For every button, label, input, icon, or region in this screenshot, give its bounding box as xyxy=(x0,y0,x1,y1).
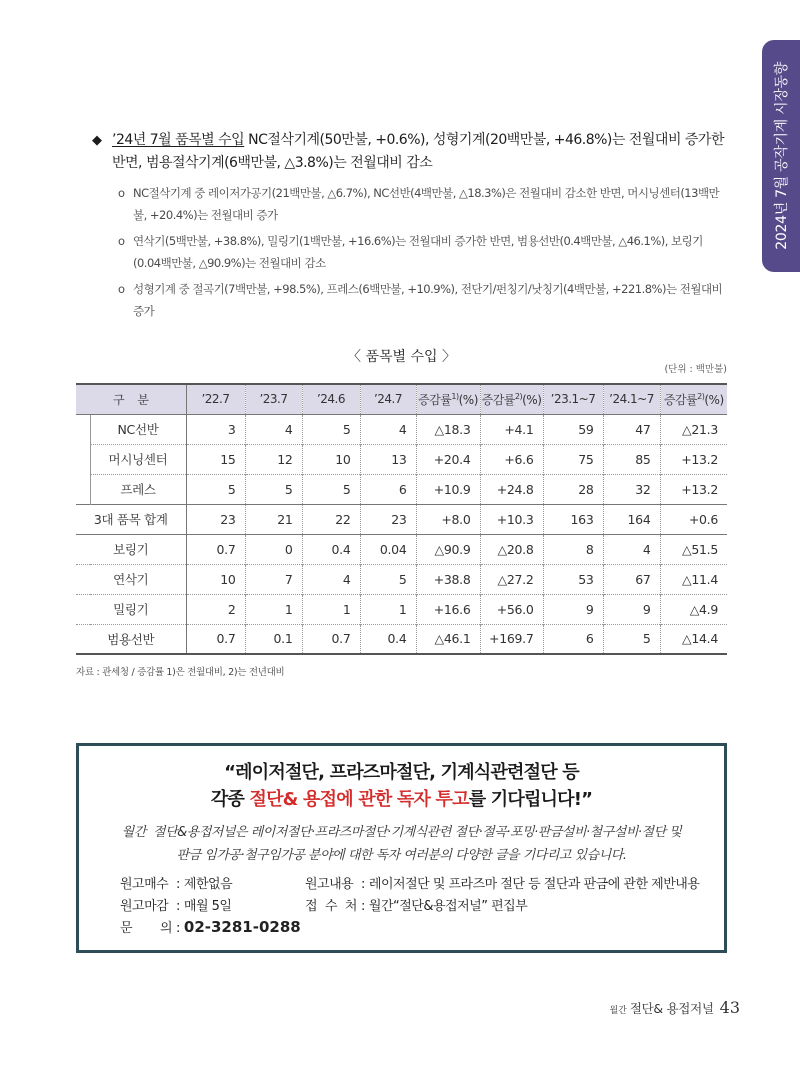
table-cell: 1 xyxy=(302,594,360,624)
table-cell: 53 xyxy=(543,564,603,594)
table-cell: 85 xyxy=(603,444,660,474)
table-total-row xyxy=(76,504,727,534)
table-row xyxy=(76,414,727,444)
table-header-category: 구 분 xyxy=(76,384,186,414)
detail-label: 문 의 xyxy=(120,921,172,936)
table-header-cell xyxy=(360,384,416,414)
sub-bullet-text: 연삭기(5백만불, +38.8%), 밀링기(1백만불, +16.6%)는 전월대비 증가한 반면, 범용선반(0.4백만불, △46.1%), 보링기(0.04백만불, △90.9%)는 전월대비 감소 xyxy=(133,234,703,270)
table-cell: △27.2 xyxy=(480,564,543,594)
table-cell: △14.4 xyxy=(660,624,727,654)
table-cell: △46.1 xyxy=(416,624,480,654)
table-cell: △21.3 xyxy=(660,414,727,444)
table-cell: 4 xyxy=(360,414,416,444)
table-cell: 6 xyxy=(360,474,416,504)
table-cell: 22 xyxy=(302,504,360,534)
table-cell: 0.7 xyxy=(186,534,245,564)
table-cell: 5 xyxy=(302,414,360,444)
table-cell: 8 xyxy=(543,534,603,564)
table-cell: 5 xyxy=(245,474,302,504)
table-row-label: 프레스 xyxy=(90,474,186,504)
table-cell: +24.8 xyxy=(480,474,543,504)
table-row xyxy=(76,624,727,654)
table-cell: 10 xyxy=(186,564,245,594)
table-cell: △11.4 xyxy=(660,564,727,594)
contact-phone: 02-3281-0288 xyxy=(183,918,301,936)
table-cell: 59 xyxy=(543,414,603,444)
detail-label: 원고매수 xyxy=(120,877,169,892)
table-row-label: 보링기 xyxy=(76,534,186,564)
table-header xyxy=(76,384,727,414)
table-row-label: NC선반 xyxy=(90,414,186,444)
diamond-bullet-icon: ◆ xyxy=(92,133,102,148)
import-table xyxy=(76,383,727,655)
table-header-cell xyxy=(186,384,245,414)
table-row xyxy=(76,534,727,564)
table-unit: (단위 : 백만불) xyxy=(664,364,727,375)
header-unit: (%) xyxy=(522,392,542,407)
table-cell: 0.04 xyxy=(360,534,416,564)
table-cell: 163 xyxy=(543,504,603,534)
table-cell: 4 xyxy=(245,414,302,444)
header-footnote-mark: 2) xyxy=(697,391,705,401)
notice-details-left xyxy=(120,874,301,940)
table-title: 〈 품목별 수입 〉 xyxy=(347,349,456,365)
detail-separator: : xyxy=(176,877,180,892)
table-cell: 4 xyxy=(603,534,660,564)
header-label: ’24.6 xyxy=(316,392,346,407)
table-cell: 0.7 xyxy=(186,624,245,654)
table-cell: +6.6 xyxy=(480,444,543,474)
detail-separator: : xyxy=(361,877,365,892)
table-header-cell xyxy=(543,384,603,414)
table-cell: 1 xyxy=(360,594,416,624)
table-row xyxy=(76,444,727,474)
main-bullet-highlight: ’24년 7월 품목별 수입 xyxy=(112,132,245,148)
table-cell: 0.7 xyxy=(302,624,360,654)
detail-label: 원고마감 xyxy=(120,898,169,914)
header-label: 증감률 xyxy=(663,392,698,407)
table-cell: 67 xyxy=(603,564,660,594)
table-cell: 23 xyxy=(186,504,245,534)
sub-bullet-text: NC절삭기계 중 레이저가공기(21백만불, △6.7%), NC선반(4백만불, △18.3%)은 전월대비 감소한 반면, 머시닝센터(13백만불, +20.4%)는 전월대비 증가 xyxy=(133,186,720,222)
table-footnote: 자료 : 관세청 / 증감률 1)은 전월대비, 2)는 전년대비 xyxy=(76,667,285,678)
circle-bullet-icon: o xyxy=(118,186,125,200)
detail-content xyxy=(305,874,699,896)
detail-pages xyxy=(120,874,301,896)
table-cell: 4 xyxy=(302,564,360,594)
table-cell: 21 xyxy=(245,504,302,534)
table-row-label: 머시닝센터 xyxy=(90,444,186,474)
footer-label-small: 월간 xyxy=(609,1006,627,1016)
table-cell: △51.5 xyxy=(660,534,727,564)
table-cell: +10.3 xyxy=(480,504,543,534)
table-cell: △90.9 xyxy=(416,534,480,564)
detail-separator: : xyxy=(176,921,180,936)
table-cell: 9 xyxy=(543,594,603,624)
table-cell: △18.3 xyxy=(416,414,480,444)
header-footnote-mark: 1) xyxy=(451,391,459,401)
table-cell: 9 xyxy=(603,594,660,624)
header-label: ’22.7 xyxy=(201,392,230,407)
section-tab-label: 2024년 7월 공작기계 시장동향 xyxy=(774,62,790,250)
submission-notice-box xyxy=(76,743,727,953)
table-cell: +0.6 xyxy=(660,504,727,534)
notice-details-right xyxy=(305,874,699,917)
table-cell: +4.1 xyxy=(480,414,543,444)
table-cell: 5 xyxy=(302,474,360,504)
section-tab xyxy=(762,40,800,272)
table-row-label: 밀링기 xyxy=(76,594,186,624)
table-cell: 0 xyxy=(245,534,302,564)
notice-title-line1: “레이저절단, 프라즈마절단, 기계식관련절단 등 xyxy=(224,762,579,783)
table-header-cell xyxy=(603,384,660,414)
table-cell: +8.0 xyxy=(416,504,480,534)
table-row-label: 범용선반 xyxy=(76,624,186,654)
circle-bullet-icon: o xyxy=(118,234,125,248)
header-label: ’24.1~7 xyxy=(609,392,654,407)
notice-description xyxy=(79,821,724,867)
header-label: ’24.7 xyxy=(373,392,403,407)
summary-section xyxy=(92,129,727,327)
detail-value: 레이저절단 및 프라즈마 절단 등 절단과 판금에 관한 제반내용 xyxy=(368,877,700,892)
table-cell: +20.4 xyxy=(416,444,480,474)
table-body xyxy=(76,414,727,654)
detail-value: 제한없음 xyxy=(183,877,233,892)
table-header-row xyxy=(76,384,727,414)
table-cell: △20.8 xyxy=(480,534,543,564)
page-number: 43 xyxy=(719,998,740,1017)
detail-submit-to xyxy=(305,896,699,918)
table-cell: 12 xyxy=(245,444,302,474)
table-cell: 0.4 xyxy=(360,624,416,654)
table-cell: 47 xyxy=(603,414,660,444)
header-unit: (%) xyxy=(704,392,724,407)
footer-magazine-name: 절단& 용접저널 xyxy=(629,1001,714,1016)
sub-bullet-item xyxy=(118,183,727,226)
table-cell: 23 xyxy=(360,504,416,534)
notice-title-line2 xyxy=(79,786,724,813)
notice-description-line1: 월간 절단&용접저널은 레이저절단·프라즈마절단·기계식관련 절단·절곡·포밍·판금설비·철구설비·절단 및 xyxy=(121,825,682,840)
notice-title-line2-post: 를 기다립니다!” xyxy=(468,789,593,810)
table-cell: 10 xyxy=(302,444,360,474)
notice-title-line2-pre: 각종 xyxy=(210,789,250,810)
table-cell: +16.6 xyxy=(416,594,480,624)
table-cell: 164 xyxy=(603,504,660,534)
detail-deadline xyxy=(120,896,301,918)
table-header-cell xyxy=(416,384,480,414)
table-cell: 3 xyxy=(186,414,245,444)
table-cell: 5 xyxy=(360,564,416,594)
header-unit: (%) xyxy=(458,392,478,407)
table-cell: △4.9 xyxy=(660,594,727,624)
table-cell: 28 xyxy=(543,474,603,504)
detail-label: 원고내용 xyxy=(305,877,354,892)
table-cell: 0.4 xyxy=(302,534,360,564)
sub-bullet-item xyxy=(118,231,727,274)
sub-bullet-list xyxy=(118,183,727,322)
main-bullet xyxy=(92,129,727,175)
sub-bullet-text: 성형기계 중 절곡기(7백만불, +98.5%), 프레스(6백만불, +10.9%), 전단기/펀칭기/낫칭기(4백만불, +221.8%)는 전월대비 증가 xyxy=(133,282,723,318)
table-header-cell xyxy=(480,384,543,414)
table-cell: 32 xyxy=(603,474,660,504)
notice-description-line2: 판금 임가공·철구임가공 분야에 대한 독자 여러분의 다양한 글을 기다리고 있습니다. xyxy=(176,848,627,863)
table-cell: +169.7 xyxy=(480,624,543,654)
table-cell: 6 xyxy=(543,624,603,654)
table-cell: 2 xyxy=(186,594,245,624)
table-cell: 75 xyxy=(543,444,603,474)
table-row xyxy=(76,564,727,594)
header-label: ’23.7 xyxy=(259,392,288,407)
table-cell: 5 xyxy=(603,624,660,654)
table-cell: 5 xyxy=(186,474,245,504)
detail-value: 매월 5일 xyxy=(183,898,232,914)
header-footnote-mark: 2) xyxy=(514,391,523,401)
table-group-indent xyxy=(76,414,90,504)
notice-title xyxy=(79,759,724,813)
main-bullet-text: NC절삭기계(50만불, +0.6%), 성형기계(20백만불, +46.8%)는 전월대비 증가한 반면, 범용절삭기계(6백만불, △3.8%)는 전월대비 감소 xyxy=(112,132,724,171)
header-label: 증감률 xyxy=(418,392,452,407)
table-cell: 0.1 xyxy=(245,624,302,654)
table-cell: 7 xyxy=(245,564,302,594)
table-cell: +13.2 xyxy=(660,474,727,504)
header-label: ’23.1~7 xyxy=(550,392,596,407)
header-label: 증감률 xyxy=(481,392,515,407)
table-cell: +56.0 xyxy=(480,594,543,624)
sub-bullet-item xyxy=(118,279,727,322)
detail-separator: : xyxy=(176,898,180,914)
table-cell: 1 xyxy=(245,594,302,624)
table-cell: 13 xyxy=(360,444,416,474)
detail-label: 접 수 처 xyxy=(305,898,357,914)
table-row xyxy=(76,594,727,624)
table-header-cell xyxy=(302,384,360,414)
circle-bullet-icon: o xyxy=(118,282,125,296)
table-row-label: 연삭기 xyxy=(76,564,186,594)
table-cell: +10.9 xyxy=(416,474,480,504)
table-header-cell xyxy=(245,384,302,414)
table-row-label: 3대 품목 합계 xyxy=(76,504,186,534)
table-cell: +13.2 xyxy=(660,444,727,474)
page-footer xyxy=(609,998,740,1017)
table-row xyxy=(76,474,727,504)
table-cell: +38.8 xyxy=(416,564,480,594)
detail-value: 월간“절단&용접저널” 편집부 xyxy=(368,898,528,914)
table-cell: 15 xyxy=(186,444,245,474)
table-header-cell xyxy=(660,384,727,414)
notice-title-highlight: 절단& 용접에 관한 독자 투고 xyxy=(249,789,469,810)
detail-contact xyxy=(120,917,301,940)
detail-separator: : xyxy=(361,898,365,914)
